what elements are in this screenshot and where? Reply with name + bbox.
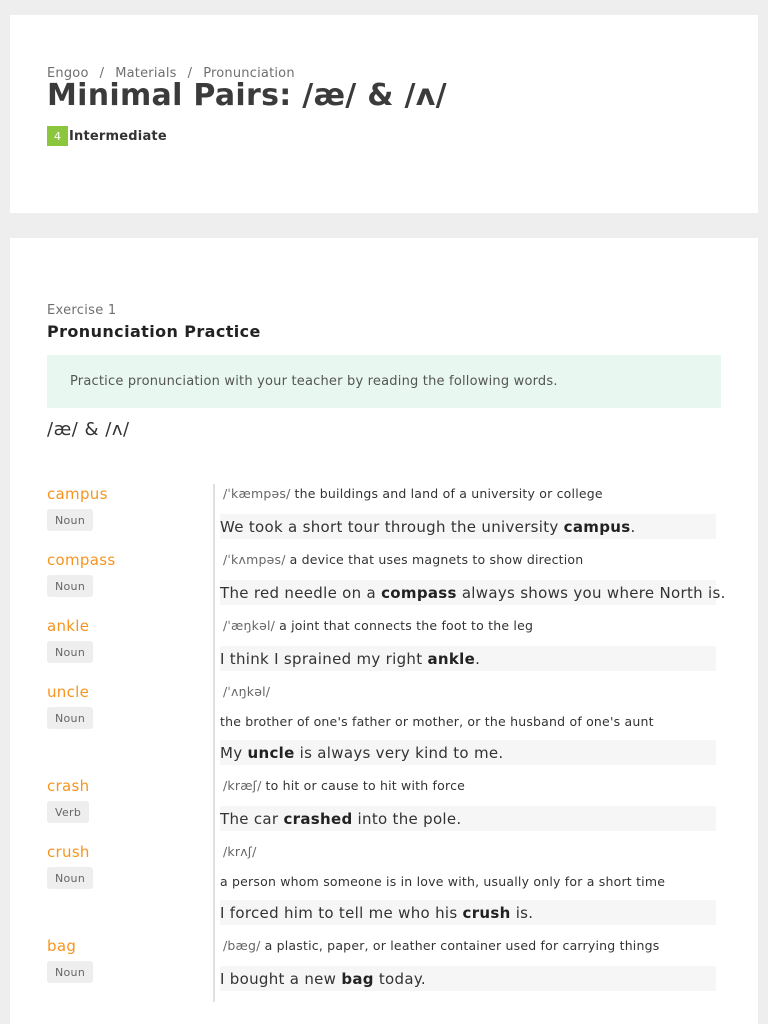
example-text: today. [373,969,426,988]
definition-text: a plastic, paper, or leather container used for carrying things [264,938,660,953]
vocab-word[interactable]: campus [47,485,108,503]
exercise-card [10,238,758,1024]
definition-text: a person whom someone is in love with, usually only for a short time [220,874,666,889]
example-keyword: uncle [247,743,295,762]
definition-line [223,777,465,795]
instruction-box [47,355,721,408]
definition-text: to hit or cause to hit with force [265,778,466,793]
part-of-speech-tag: Noun [47,707,93,729]
example-keyword: crush [462,903,511,922]
example-text: always shows you where North is. [456,583,726,602]
example-text: The red needle on a [220,583,382,602]
vocab-word[interactable]: uncle [47,683,90,701]
example-text: . [475,649,481,668]
part-of-speech-tag: Noun [47,575,93,597]
definition-text: a device that uses magnets to show direction [289,552,584,567]
page-title: Minimal Pairs: /æ/ & /ʌ/ [47,78,447,113]
example-text: My [220,743,248,762]
example-sentence [220,740,716,765]
phonetic-transcription: /kræʃ/ [223,778,262,793]
vocab-word[interactable]: ankle [47,617,90,635]
definition-text: the buildings and land of a university or college [294,486,603,501]
section-title: /æ/ & /ʌ/ [47,419,130,440]
example-text: . [630,517,636,536]
entry-divider [213,484,215,550]
vocab-entry [10,842,758,936]
vocab-word[interactable]: crush [47,843,90,861]
definition-text: a joint that connects the foot to the leg [279,618,534,633]
vocab-entry [10,484,758,550]
phonetic-transcription: /krʌʃ/ [223,844,257,859]
example-text: I forced him to tell me who his [220,903,463,922]
definition-line [223,937,659,955]
vocab-word[interactable]: bag [47,937,77,955]
entry-divider [213,776,215,842]
example-keyword: bag [341,969,374,988]
part-of-speech-tag: Noun [47,509,93,531]
breadcrumb-link-pronunciation[interactable]: Pronunciation [203,66,295,81]
entry-divider [213,550,215,616]
definition-line [223,617,533,635]
level-badge: 4 [47,126,68,146]
definition-line [223,843,261,861]
definition-text: the brother of one's father or mother, or the husband of one's aunt [220,714,654,729]
part-of-speech-tag: Noun [47,961,93,983]
part-of-speech-tag: Noun [47,641,93,663]
example-sentence [220,966,716,991]
part-of-speech-tag: Verb [47,801,89,823]
entry-divider [213,682,215,776]
definition-line-wrapped [220,713,654,731]
vocab-entry [10,550,758,616]
example-text: The car [220,809,284,828]
instruction-text: Practice pronunciation with your teacher by reading the following words. [70,374,558,389]
phonetic-transcription: /ˈkʌmpəs/ [223,552,286,567]
breadcrumb-separator: / [187,66,193,81]
entry-divider [213,842,215,936]
phonetic-transcription: /ˈʌŋkəl/ [223,684,271,699]
definition-line [223,683,274,701]
exercise-number: Exercise 1 [47,303,117,318]
vocab-entry [10,936,758,1002]
level-label: Intermediate [69,128,167,144]
definition-line-wrapped [220,873,665,891]
entry-divider [213,936,215,1002]
breadcrumb-link-materials[interactable]: Materials [115,66,177,81]
example-keyword: crashed [283,809,353,828]
phonetic-transcription: /ˈkæmpəs/ [223,486,291,501]
breadcrumb-separator: / [99,66,105,81]
example-sentence [220,514,716,539]
vocab-entry [10,616,758,682]
example-text: I think I sprained my right [220,649,428,668]
vocab-word[interactable]: crash [47,777,90,795]
breadcrumb-link-engoo[interactable]: Engoo [47,66,89,81]
phonetic-transcription: /bæg/ [223,938,261,953]
example-text: is. [510,903,534,922]
definition-line [223,551,583,569]
example-text: is always very kind to me. [294,743,504,762]
phonetic-transcription: /ˈæŋkəl/ [223,618,276,633]
example-text: I bought a new [220,969,342,988]
example-text: We took a short tour through the university [220,517,564,536]
entry-divider [213,616,215,682]
vocab-entry [10,682,758,776]
example-sentence [220,580,726,605]
example-keyword: compass [381,583,457,602]
exercise-title: Pronunciation Practice [47,322,261,341]
example-sentence [220,806,716,831]
lesson-header-card [10,15,758,213]
example-keyword: campus [563,517,631,536]
example-sentence [220,646,716,671]
definition-line [223,485,603,503]
level-indicator [47,126,167,146]
vocab-word[interactable]: compass [47,551,116,569]
example-text: into the pole. [352,809,462,828]
vocab-entry [10,776,758,842]
example-keyword: ankle [427,649,476,668]
part-of-speech-tag: Noun [47,867,93,889]
example-sentence [220,900,716,925]
